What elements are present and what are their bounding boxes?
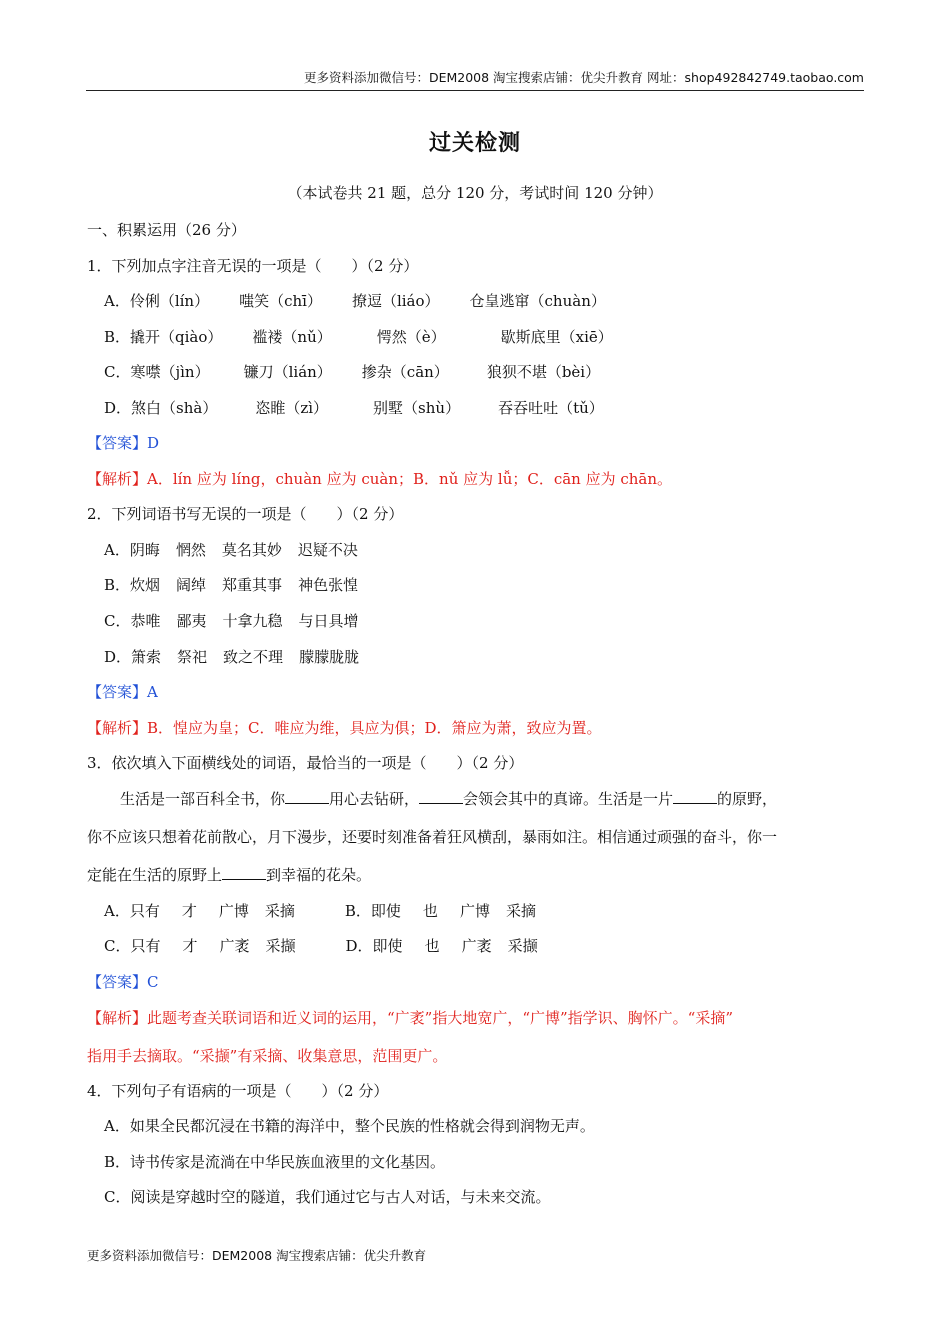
q3-passage-line-2: 你不应该只想着花前散心，月下漫步，还要时刻准备着狂风横刮，暴雨如注。相信通过顽强的奋斗，你一: [87, 828, 778, 846]
page-header: 更多资料添加微信号：DEM2008 淘宝搜索店铺：优尖升教育 网址：shop492842749.taobao.com: [86, 68, 864, 91]
exam-subtitle: （本试卷共 21 题，总分 120 分，考试时间 120 分钟）: [287, 184, 663, 202]
q4-option-b: B．诗书传家是流淌在中华民族血液里的文化基因。: [104, 1153, 446, 1171]
q1-answer: 【答案】D: [87, 434, 160, 452]
q2-stem: 2．下列词语书写无误的一项是（ ）（2 分）: [87, 505, 404, 523]
q1-stem: 1．下列加点字注音无误的一项是（ ）（2 分）: [87, 257, 419, 275]
q2-option-a: A．阴晦 惘然 莫名其妙 迟疑不决: [104, 541, 358, 559]
q1-option-b: B．撬开（qiào） 褴褛（nǔ） 愕然（è） 歇斯底里（xiē）: [104, 328, 613, 346]
q3-passage-line-3: 定能在生活的原野上 到幸福的花朵。: [87, 866, 372, 884]
q2-option-c: C．恭唯 鄙夷 十拿九稳 与日具增: [104, 612, 359, 630]
q1-option-c: C．寒噤（jìn） 镰刀（lián） 掺杂（cān） 狼狈不堪（bèi）: [104, 363, 601, 381]
q3-stem: 3．依次填入下面横线处的词语，最恰当的一项是（ ）（2 分）: [87, 754, 524, 772]
q3-options-row-2: C．只有 才 广袤 采撷 D．即使 也 广袤 采撷: [104, 937, 538, 955]
fill-blank-2: [419, 789, 463, 804]
q1-analysis: 【解析】A．lín 应为 líng，chuàn 应为 cuàn；B．nǔ 应为 lǚ；C．cān 应为 chān。: [87, 470, 673, 488]
q2-option-d: D．箫索 祭祀 致之不理 朦朦胧胧: [104, 648, 360, 666]
q2-option-b: B．炊烟 阔绰 郑重其事 神色张惶: [104, 576, 359, 594]
fill-blank-1: [285, 789, 329, 804]
q4-option-c: C．阅读是穿越时空的隧道，我们通过它与古人对话，与未来交流。: [104, 1188, 551, 1206]
q4-option-a: A．如果全民都沉浸在书籍的海洋中，整个民族的性格就会得到润物无声。: [104, 1117, 595, 1135]
q2-answer: 【答案】A: [87, 683, 158, 701]
fill-blank-3: [673, 789, 717, 804]
q3-passage-line-1: 生活是一部百科全书，你 用心去钻研， 会领会其中的真谛。生活是一片 的原野，: [120, 790, 778, 808]
q3-analysis-line-2: 指用手去摘取。“采撷”有采摘、收集意思，范围更广。: [87, 1047, 448, 1065]
q2-analysis: 【解析】B．惶应为皇；C．唯应为维，具应为俱；D．箫应为萧，致应为置。: [87, 719, 602, 737]
page-title: 过关检测: [428, 131, 521, 156]
page-footer: 更多资料添加微信号：DEM2008 淘宝搜索店铺：优尖升教育: [87, 1248, 427, 1263]
q3-analysis-line-1: 【解析】此题考查关联词语和近义词的运用，“广袤”指大地宽广，“广博”指学识、胸怀广。“采摘”: [87, 1009, 734, 1027]
q4-stem: 4．下列句子有语病的一项是（ ）（2 分）: [87, 1082, 389, 1100]
q1-option-a: A．伶俐（lín） 嗤笑（chī） 撩逗（liáo） 仓皇逃窜（chuàn）: [104, 292, 606, 310]
q3-options-row-1: A．只有 才 广博 采摘 B．即使 也 广博 采摘: [104, 902, 536, 920]
q3-answer: 【答案】C: [87, 973, 159, 991]
fill-blank-4: [222, 865, 266, 880]
section-heading: 一、积累运用（26 分）: [87, 221, 246, 239]
q1-option-d: D．煞白（shà） 恣睢（zì） 别墅（shù） 吞吞吐吐（tǔ）: [104, 399, 604, 417]
